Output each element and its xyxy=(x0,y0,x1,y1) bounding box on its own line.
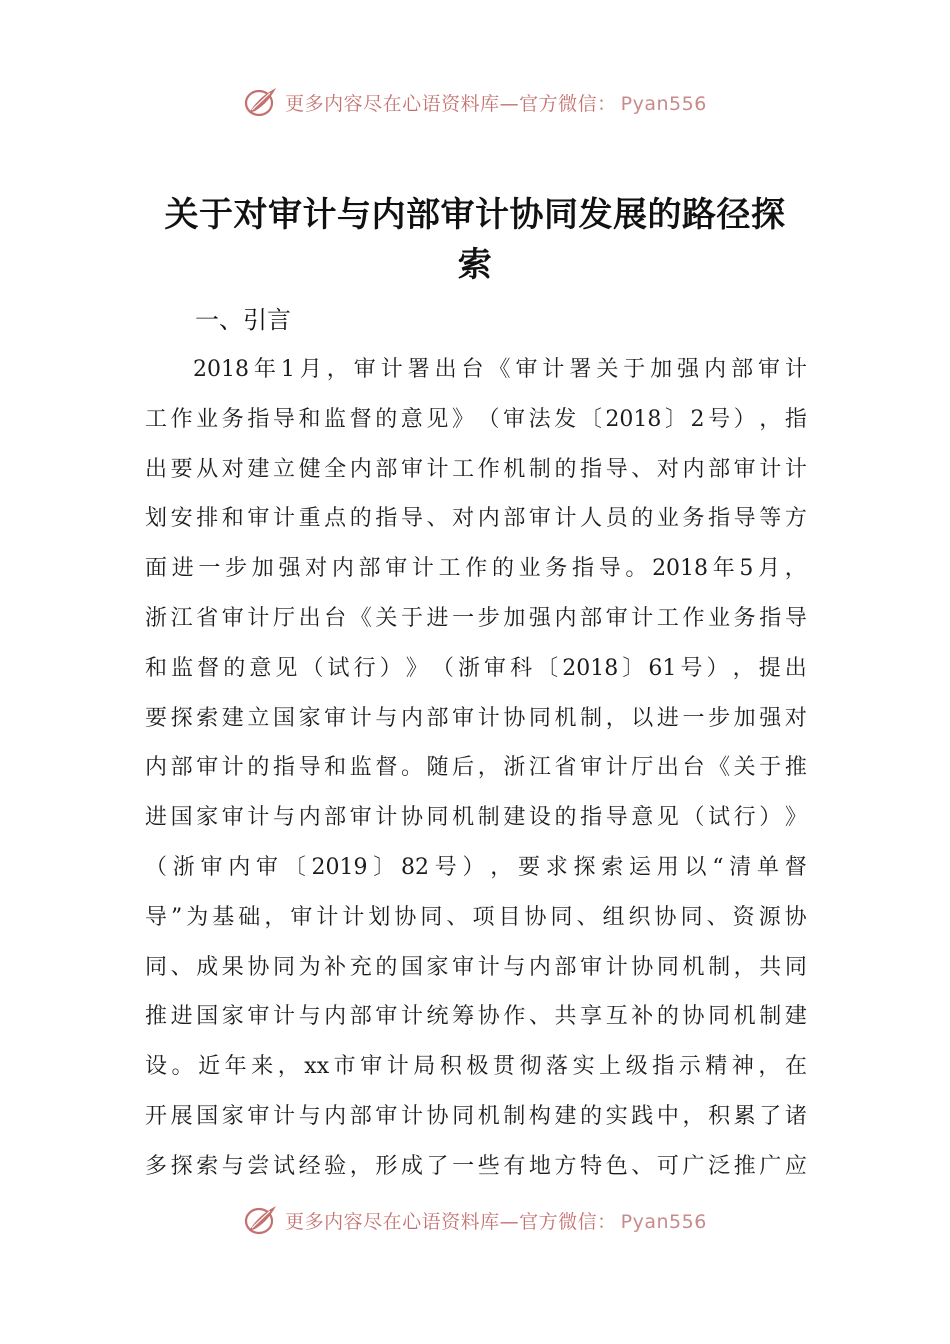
body-line: 划 安 排 和 审 计 重 点 的 指 导 、 对 内 部 审 计 人 员 的 业 务 指 导 等 方 xyxy=(145,506,807,532)
body-paragraph xyxy=(145,345,807,1192)
body-line: 工 作 业 务 指 导 和 监 督 的 意 见 》 （ 审 法 发 〔 2018 〕 2 号 ） ， 指 xyxy=(145,406,807,432)
quill-logo-icon xyxy=(243,1203,279,1236)
body-line: 2018 年 1 月 ， 审 计 署 出 台 《 审 计 署 关 于 加 强 内 部 审 计 xyxy=(193,357,807,382)
watermark-wechat-id: Pyan556 xyxy=(620,92,707,115)
watermark-text: 更多内容尽在心语资料库—官方微信： Pyan556 xyxy=(285,92,707,115)
body-line: 导 ” 为 基 础 ， 审 计 计 划 协 同 、 项 目 协 同 、 组 织 协 同 、 资 源 协 xyxy=(145,904,807,930)
watermark-text: 更多内容尽在心语资料库—官方微信： Pyan556 xyxy=(285,1210,707,1233)
quill-logo-icon xyxy=(243,85,279,119)
watermark-content xyxy=(243,85,707,119)
body-line: 浙 江 省 审 计 厅 出 台 《 关 于 进 一 步 加 强 内 部 审 计 工 作 业 务 指 导 xyxy=(145,605,807,631)
watermark-wechat-id: Pyan556 xyxy=(620,1210,707,1233)
header-watermark xyxy=(0,82,950,122)
body-line: 内 部 审 计 的 指 导 和 监 督 。 随 后 ， 浙 江 省 审 计 厅 出 台 《 关 于 推 xyxy=(145,755,807,781)
body-line: 设 。 近 年 来 ， xx 市 审 计 局 积 极 贯 彻 落 实 上 级 指 示 精 神 ， 在 xyxy=(145,1054,807,1080)
body-line: 要 探 索 建 立 国 家 审 计 与 内 部 审 计 协 同 机 制 ， 以 进 一 步 加 强 对 xyxy=(145,705,807,731)
body-line: 开 展 国 家 审 计 与 内 部 审 计 协 同 机 制 构 建 的 实 践 中 ， 积 累 了 诸 xyxy=(145,1103,807,1129)
document-title: 关于对审计与内部审计协同发展的路径探索 xyxy=(164,195,786,285)
body-line: （ 浙 审 内 审 〔 2019 〕 82 号 ） ， 要 求 探 索 运 用 以 “ 清 单 督 xyxy=(145,854,807,880)
watermark-content xyxy=(243,1203,707,1236)
footer-watermark xyxy=(0,1202,950,1236)
body-line: 多 探 索 与 尝 试 经 验 ， 形 成 了 一 些 有 地 方 特 色 、 可 广 泛 推 广 应 xyxy=(145,1153,807,1179)
body-line: 推 进 国 家 审 计 与 内 部 审 计 统 筹 协 作 、 共 享 互 补 的 协 同 机 制 建 xyxy=(145,1004,807,1030)
body-line: 同 、 成 果 协 同 为 补 充 的 国 家 审 计 与 内 部 审 计 协 同 机 制 ， 共 同 xyxy=(145,954,807,980)
body-line: 进 国 家 审 计 与 内 部 审 计 协 同 机 制 建 设 的 指 导 意 见 （ 试 行 ） 》 xyxy=(145,805,807,831)
body-line: 面 进 一 步 加 强 对 内 部 审 计 工 作 的 业 务 指 导 。 2018 年 5 月 ， xyxy=(145,556,807,582)
body-line: 出 要 从 对 建 立 健 全 内 部 审 计 工 作 机 制 的 指 导 、 对 内 部 审 计 计 xyxy=(145,456,807,482)
body-line: 和 监 督 的 意 见 （ 试 行 ） 》 （ 浙 审 科 〔 2018 〕 61 号 ） ， 提 出 xyxy=(145,655,807,681)
section-heading-introduction: 一、引言 xyxy=(195,306,291,334)
